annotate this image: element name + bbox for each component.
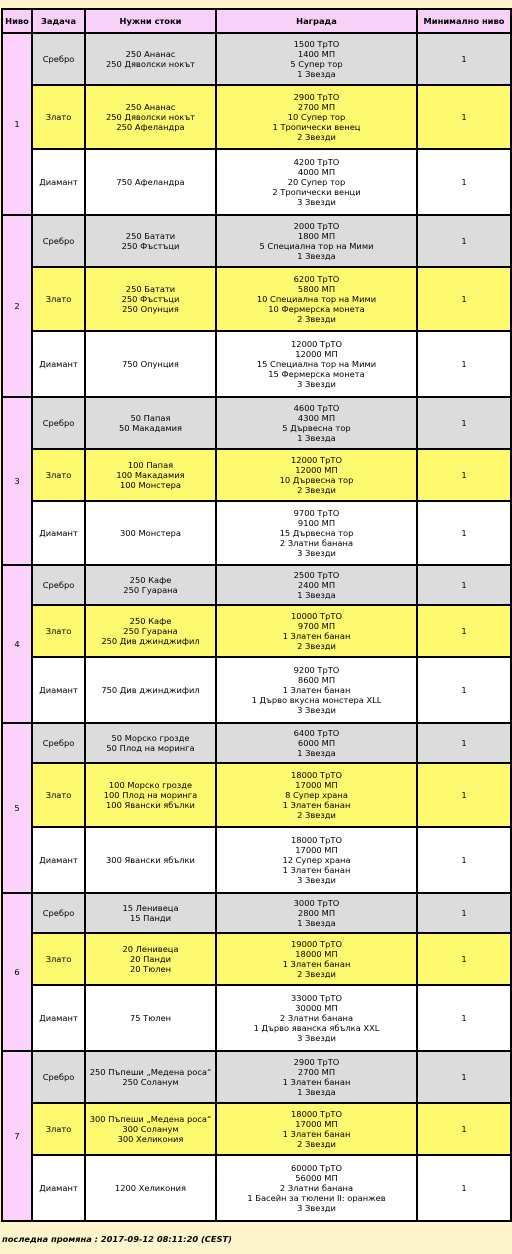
table-row [2, 565, 511, 605]
goods-line: 100 Плод на моринга [103, 790, 198, 800]
reward-cell [216, 397, 417, 449]
goods-cell [85, 933, 216, 985]
goods-cell [85, 1155, 216, 1221]
reward-line: 3 Звезди [297, 1033, 336, 1043]
reward-line: 2 Звезди [297, 132, 336, 142]
reward-line: 1 Басейн за тюлени II: оранжев [247, 1193, 386, 1203]
goods-cell [85, 657, 216, 723]
goods-cell [85, 763, 216, 827]
level-cell: 6 [2, 893, 32, 1051]
reward-cell [216, 1051, 417, 1103]
task-cell: Сребро [32, 893, 85, 933]
reward-line: 2 Златни банана [279, 538, 354, 548]
goods-cell [85, 449, 216, 501]
quest-table [1, 8, 512, 1222]
table-body [2, 33, 511, 1221]
min-level-cell: 1 [417, 1155, 511, 1221]
min-level-cell: 1 [417, 1051, 511, 1103]
reward-line: 1 Златен банан [282, 1129, 351, 1139]
goods-line: 75 Тюлен [129, 1013, 172, 1023]
reward-line: 4200 ТрТО [293, 157, 340, 167]
reward-line: 12000 ТрТО [291, 455, 342, 465]
goods-line: 250 Кафе [129, 575, 172, 585]
reward-line: 5 Супер тор [290, 59, 343, 69]
task-cell: Злато [32, 449, 85, 501]
goods-cell [85, 723, 216, 763]
table-row [2, 501, 511, 565]
table-row [2, 1051, 511, 1103]
reward-line: 60000 ТрТО [291, 1163, 342, 1173]
goods-line: 250 Батати [125, 284, 176, 294]
reward-line: 1800 МП [297, 231, 336, 241]
reward-line: 18000 ТрТО [291, 1109, 342, 1119]
min-level-cell: 1 [417, 215, 511, 267]
task-cell: Злато [32, 85, 85, 149]
min-level-cell: 1 [417, 985, 511, 1051]
task-cell: Злато [32, 1103, 85, 1155]
task-cell: Диамант [32, 657, 85, 723]
last-modified-footer: последна промяна : 2017-09-12 08:11:20 (CEST) [2, 1234, 232, 1244]
min-level-cell: 1 [417, 397, 511, 449]
reward-line: 6200 ТрТО [293, 274, 340, 284]
goods-line: 250 Гуарана [123, 585, 178, 595]
reward-line: 4300 МП [297, 413, 336, 423]
reward-line: 19000 ТрТО [291, 939, 342, 949]
table-row [2, 985, 511, 1051]
goods-line: 100 Явански ябълки [106, 800, 195, 810]
min-level-cell: 1 [417, 85, 511, 149]
reward-cell [216, 331, 417, 397]
reward-cell [216, 33, 417, 85]
reward-line: 2500 ТрТО [293, 570, 340, 580]
reward-line: 2 Звезди [297, 314, 336, 324]
table-row [2, 723, 511, 763]
reward-line: 2900 ТрТО [293, 92, 340, 102]
reward-line: 5 Дървесна тор [282, 423, 351, 433]
reward-line: 3 Звезди [297, 548, 336, 558]
reward-line: 15 Специална тор на Мими [256, 359, 377, 369]
min-level-cell: 1 [417, 933, 511, 985]
reward-line: 2000 ТрТО [293, 221, 340, 231]
min-level-cell: 1 [417, 723, 511, 763]
reward-line: 2 Звезди [297, 1139, 336, 1149]
goods-line: 250 Батати [125, 231, 176, 241]
reward-cell [216, 1103, 417, 1155]
goods-line: 250 Опунция [122, 304, 179, 314]
task-cell: Сребро [32, 215, 85, 267]
table-row [2, 397, 511, 449]
reward-line: 4600 ТрТО [293, 403, 340, 413]
reward-line: 15 Дървесна тор [279, 528, 354, 538]
table-row [2, 331, 511, 397]
reward-line: 2 Звезди [297, 810, 336, 820]
goods-line: 300 Соланум [122, 1124, 179, 1134]
min-level-cell: 1 [417, 893, 511, 933]
reward-cell [216, 827, 417, 893]
table-row [2, 763, 511, 827]
reward-line: 17000 МП [295, 780, 338, 790]
task-cell: Диамант [32, 501, 85, 565]
task-cell: Сребро [32, 1051, 85, 1103]
header-goods: Нужни стоки [85, 9, 216, 33]
header-min-level: Минимално ниво [417, 9, 511, 33]
goods-line: 250 Дяволски нокът [105, 59, 196, 69]
reward-line: 2 Златни банана [279, 1013, 354, 1023]
reward-line: 1 Златен банан [282, 865, 351, 875]
reward-line: 1 Звезда [297, 748, 336, 758]
reward-line: 6400 ТрТО [293, 728, 340, 738]
reward-cell [216, 85, 417, 149]
table-row [2, 33, 511, 85]
reward-line: 1 Звезда [297, 69, 336, 79]
goods-line: 15 Ленивеца [122, 903, 179, 913]
reward-line: 1500 ТрТО [293, 39, 340, 49]
goods-line: 100 Морско грозде [108, 780, 193, 790]
reward-line: 1 Звезда [297, 590, 336, 600]
reward-line: 2700 МП [297, 1067, 336, 1077]
goods-cell [85, 267, 216, 331]
reward-line: 1400 МП [297, 49, 336, 59]
reward-line: 33000 ТрТО [291, 993, 342, 1003]
goods-line: 50 Морско грозде [111, 733, 190, 743]
header-reward: Награда [216, 9, 417, 33]
reward-line: 1 Златен банан [282, 959, 351, 969]
min-level-cell: 1 [417, 267, 511, 331]
reward-line: 2700 МП [297, 102, 336, 112]
reward-cell [216, 565, 417, 605]
reward-cell [216, 893, 417, 933]
goods-line: 250 Ананас [125, 49, 176, 59]
reward-cell [216, 985, 417, 1051]
task-cell: Сребро [32, 723, 85, 763]
reward-line: 5800 МП [297, 284, 336, 294]
reward-line: 2 Златни банана [279, 1183, 354, 1193]
goods-cell [85, 893, 216, 933]
goods-line: 50 Макадамия [119, 423, 182, 433]
goods-line: 20 Панди [129, 954, 172, 964]
reward-line: 18000 МП [295, 949, 338, 959]
reward-line: 12000 МП [295, 465, 338, 475]
reward-line: 2900 ТрТО [293, 1057, 340, 1067]
reward-line: 1 Златен банан [282, 631, 351, 641]
goods-cell [85, 397, 216, 449]
header-row [2, 9, 511, 33]
reward-cell [216, 501, 417, 565]
reward-line: 1 Златен банан [282, 800, 351, 810]
table-row [2, 149, 511, 215]
reward-line: 8 Супер храна [285, 790, 348, 800]
reward-line: 2400 МП [297, 580, 336, 590]
reward-line: 56000 МП [295, 1173, 338, 1183]
goods-cell [85, 1103, 216, 1155]
goods-line: 250 Див джинджифил [101, 636, 200, 646]
goods-cell [85, 215, 216, 267]
goods-line: 250 Кафе [129, 616, 172, 626]
reward-line: 3 Звезди [297, 379, 336, 389]
goods-line: 15 Панди [129, 913, 172, 923]
table-row [2, 827, 511, 893]
goods-line: 750 Див джинджифил [101, 685, 200, 695]
task-cell: Диамант [32, 827, 85, 893]
reward-cell [216, 763, 417, 827]
goods-line: 300 Явански ябълки [106, 855, 195, 865]
table-row [2, 657, 511, 723]
goods-cell [85, 827, 216, 893]
table-row [2, 267, 511, 331]
reward-cell [216, 657, 417, 723]
reward-line: 1 Звезда [297, 1087, 336, 1097]
goods-line: 100 Папая [127, 460, 174, 470]
reward-line: 5 Специална тор на Мими [259, 241, 374, 251]
reward-line: 3 Звезди [297, 705, 336, 715]
reward-cell [216, 723, 417, 763]
reward-line: 17000 МП [295, 845, 338, 855]
goods-line: 250 Фъстъци [121, 294, 180, 304]
reward-line: 18000 ТрТО [291, 770, 342, 780]
goods-line: 50 Плод на моринга [106, 743, 195, 753]
goods-line: 20 Ленивеца [122, 944, 179, 954]
min-level-cell: 1 [417, 33, 511, 85]
reward-line: 1 Златен банан [282, 1077, 351, 1087]
reward-line: 2 Звезди [297, 641, 336, 651]
goods-line: 250 Афеландра [116, 122, 185, 132]
reward-line: 1 Звезда [297, 251, 336, 261]
reward-line: 15 Фермерска монета [268, 369, 365, 379]
reward-line: 1 Дърво яванска ябълка XXL [253, 1023, 380, 1033]
reward-line: 1 Звезда [297, 433, 336, 443]
reward-line: 9700 МП [297, 621, 336, 631]
reward-cell [216, 149, 417, 215]
goods-cell [85, 985, 216, 1051]
table-row [2, 1103, 511, 1155]
header-level: Ниво [2, 9, 32, 33]
min-level-cell: 1 [417, 149, 511, 215]
reward-line: 12000 МП [295, 349, 338, 359]
reward-line: 12000 ТрТО [291, 339, 342, 349]
goods-line: 250 Соланум [122, 1077, 179, 1087]
level-cell: 3 [2, 397, 32, 565]
reward-line: 2 Звезди [297, 485, 336, 495]
goods-line: 100 Макадамия [116, 470, 185, 480]
reward-cell [216, 267, 417, 331]
task-cell: Сребро [32, 33, 85, 85]
reward-cell [216, 605, 417, 657]
reward-line: 18000 ТрТО [291, 835, 342, 845]
reward-line: 10 Супер тор [287, 112, 346, 122]
reward-line: 2 Звезди [297, 969, 336, 979]
reward-line: 10000 ТрТО [291, 611, 342, 621]
min-level-cell: 1 [417, 449, 511, 501]
goods-line: 250 Ананас [125, 102, 176, 112]
reward-line: 10 Фермерска монета [268, 304, 365, 314]
reward-line: 1 Дърво вкусна монстера XLL [251, 695, 382, 705]
level-cell: 5 [2, 723, 32, 893]
reward-line: 8600 МП [297, 675, 336, 685]
reward-line: 3000 ТрТО [293, 898, 340, 908]
min-level-cell: 1 [417, 827, 511, 893]
task-cell: Сребро [32, 397, 85, 449]
min-level-cell: 1 [417, 501, 511, 565]
goods-line: 750 Опунция [122, 359, 179, 369]
task-cell: Злато [32, 267, 85, 331]
level-cell: 4 [2, 565, 32, 723]
goods-line: 100 Монстера [120, 480, 181, 490]
table-row [2, 605, 511, 657]
goods-cell [85, 331, 216, 397]
reward-line: 9200 ТрТО [293, 665, 340, 675]
reward-cell [216, 215, 417, 267]
goods-line: 250 Дяволски нокът [105, 112, 196, 122]
task-cell: Диамант [32, 331, 85, 397]
reward-line: 3 Звезди [297, 1203, 336, 1213]
goods-line: 300 Монстера [120, 528, 181, 538]
reward-line: 10 Дървесна тор [279, 475, 354, 485]
reward-line: 2800 МП [297, 908, 336, 918]
task-cell: Диамант [32, 985, 85, 1051]
reward-line: 12 Супер храна [282, 855, 351, 865]
min-level-cell: 1 [417, 605, 511, 657]
goods-cell [85, 33, 216, 85]
reward-cell [216, 1155, 417, 1221]
table-row [2, 449, 511, 501]
reward-line: 1 Тропически венец [272, 122, 361, 132]
goods-cell [85, 501, 216, 565]
min-level-cell: 1 [417, 763, 511, 827]
task-cell: Диамант [32, 149, 85, 215]
table-row [2, 85, 511, 149]
goods-line: 250 Фъстъци [121, 241, 180, 251]
reward-line: 6000 МП [297, 738, 336, 748]
reward-cell [216, 933, 417, 985]
reward-line: 20 Супер тор [287, 177, 346, 187]
level-cell: 7 [2, 1051, 32, 1221]
reward-line: 1 Звезда [297, 918, 336, 928]
reward-line: 1 Златен банан [282, 685, 351, 695]
level-cell: 1 [2, 33, 32, 215]
goods-line: 750 Афеландра [116, 177, 185, 187]
task-cell: Злато [32, 605, 85, 657]
task-cell: Злато [32, 763, 85, 827]
reward-line: 9100 МП [297, 518, 336, 528]
goods-line: 300 Пъпеши „Медена роса“ [89, 1114, 212, 1124]
goods-line: 50 Папая [130, 413, 171, 423]
goods-cell [85, 1051, 216, 1103]
goods-line: 1200 Хеликония [114, 1183, 187, 1193]
goods-line: 250 Гуарана [123, 626, 178, 636]
reward-cell [216, 449, 417, 501]
table-row [2, 893, 511, 933]
table-row [2, 1155, 511, 1221]
reward-line: 9700 ТрТО [293, 508, 340, 518]
task-cell: Злато [32, 933, 85, 985]
reward-line: 10 Специална тор на Мими [256, 294, 377, 304]
task-cell: Сребро [32, 565, 85, 605]
min-level-cell: 1 [417, 657, 511, 723]
table-header [2, 9, 511, 33]
reward-line: 30000 МП [295, 1003, 338, 1013]
level-cell: 2 [2, 215, 32, 397]
reward-line: 2 Тропически венци [272, 187, 361, 197]
reward-line: 3 Звезди [297, 875, 336, 885]
min-level-cell: 1 [417, 331, 511, 397]
goods-cell [85, 149, 216, 215]
reward-line: 3 Звезди [297, 197, 336, 207]
goods-line: 300 Хеликония [117, 1134, 184, 1144]
reward-line: 17000 МП [295, 1119, 338, 1129]
table-row [2, 215, 511, 267]
task-cell: Диамант [32, 1155, 85, 1221]
goods-cell [85, 85, 216, 149]
goods-line: 20 Тюлен [129, 964, 172, 974]
min-level-cell: 1 [417, 565, 511, 605]
table-row [2, 933, 511, 985]
goods-line: 250 Пъпеши „Медена роса“ [89, 1067, 212, 1077]
goods-cell [85, 605, 216, 657]
goods-cell [85, 565, 216, 605]
min-level-cell: 1 [417, 1103, 511, 1155]
header-task: Задача [32, 9, 85, 33]
reward-line: 4000 МП [297, 167, 336, 177]
